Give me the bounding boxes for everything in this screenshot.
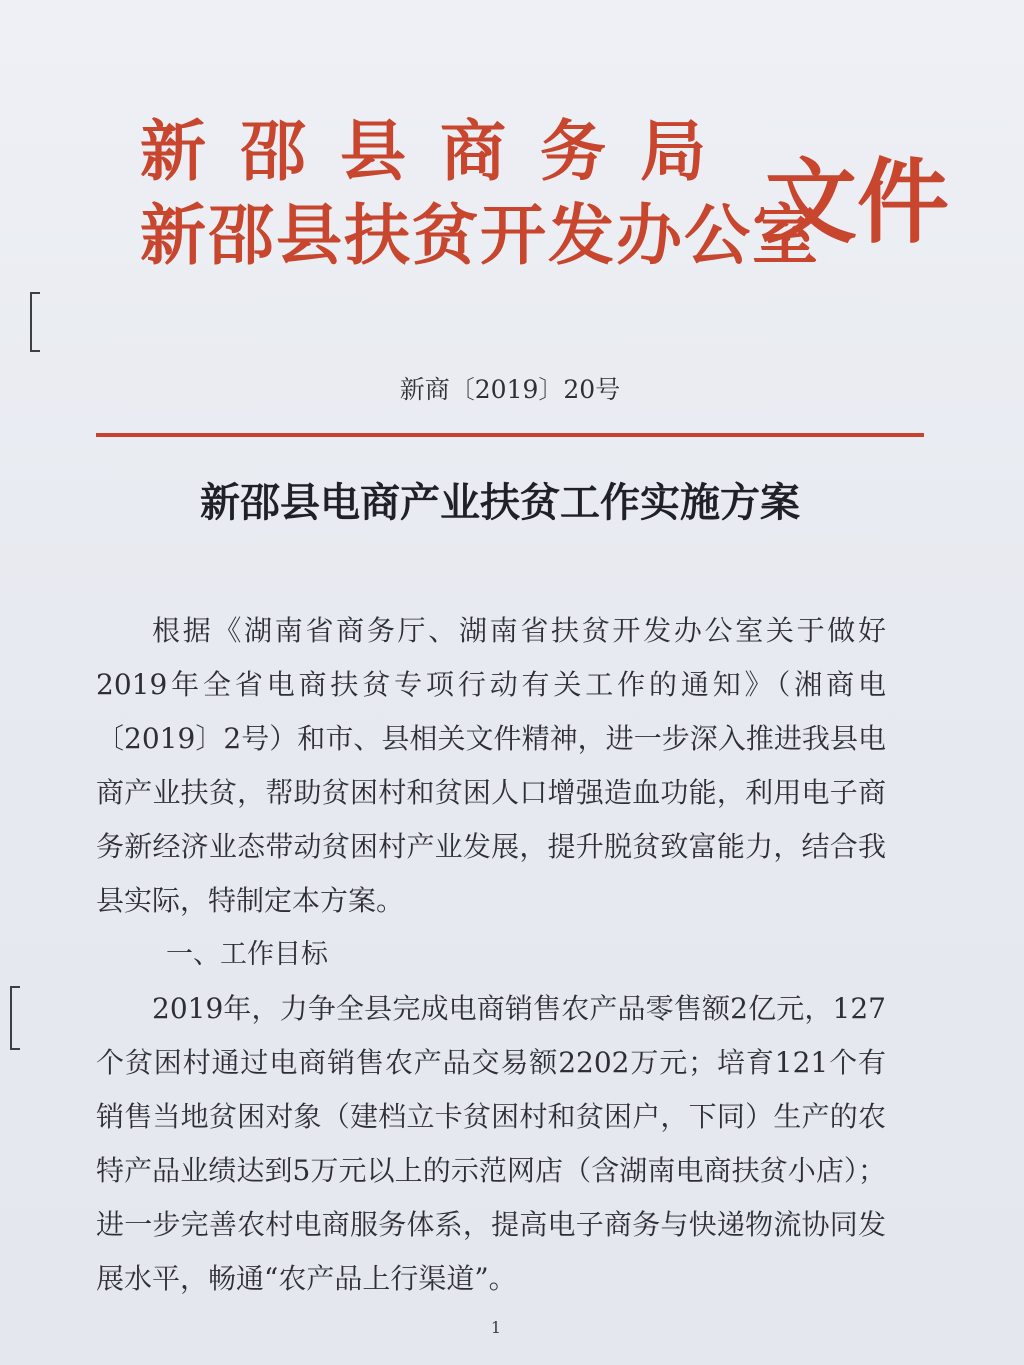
document-type-label: 文件 [765, 148, 950, 256]
page-number: 1 [490, 1318, 502, 1337]
document-number: 新商〔2019〕20号 [399, 375, 621, 404]
intro-paragraph: 根据《湖南省商务厅、湖南省扶贫开发办公室关于做好2019年全省电商扶贫专项行动有关工作的通知》（湘商电〔2019〕2号）和市、县相关文件精神，进一步深入推进我县电商产业扶贫，帮助贫困村和贫困人口增强造血功能，利用电子商务新经济业态带动贫困村产业发展，提升脱贫致富能力，结合我县实际，特制定本方案。 [96, 614, 886, 917]
organization-poverty-office: 新邵县扶贫开发办公室 [140, 196, 820, 274]
section-heading-work-goals: 一、工作目标 [166, 939, 328, 970]
document-title: 新邵县电商产业扶贫工作实施方案 [200, 479, 800, 526]
binding-mark-bottom [10, 986, 20, 1050]
document-body [96, 604, 886, 1306]
red-separator-line [96, 433, 924, 437]
organization-commerce-bureau: 新邵县商务局 [140, 112, 740, 190]
section-work-goals-paragraph: 2019年，力争全县完成电商销售农产品零售额2亿元，127个贫困村通过电商销售农产品交易额2202万元；培育121个有销售当地贫困对象（建档立卡贫困村和贫困户，下同）生产的农特产品业绩达到5万元以上的示范网店（含湖南电商扶贫小店）；进一步完善农村电商服务体系，提高电子商务与快递物流协同发展水平，畅通“农产品上行渠道”。 [96, 992, 886, 1295]
binding-mark-top [30, 292, 40, 352]
issuing-organizations [140, 112, 820, 274]
